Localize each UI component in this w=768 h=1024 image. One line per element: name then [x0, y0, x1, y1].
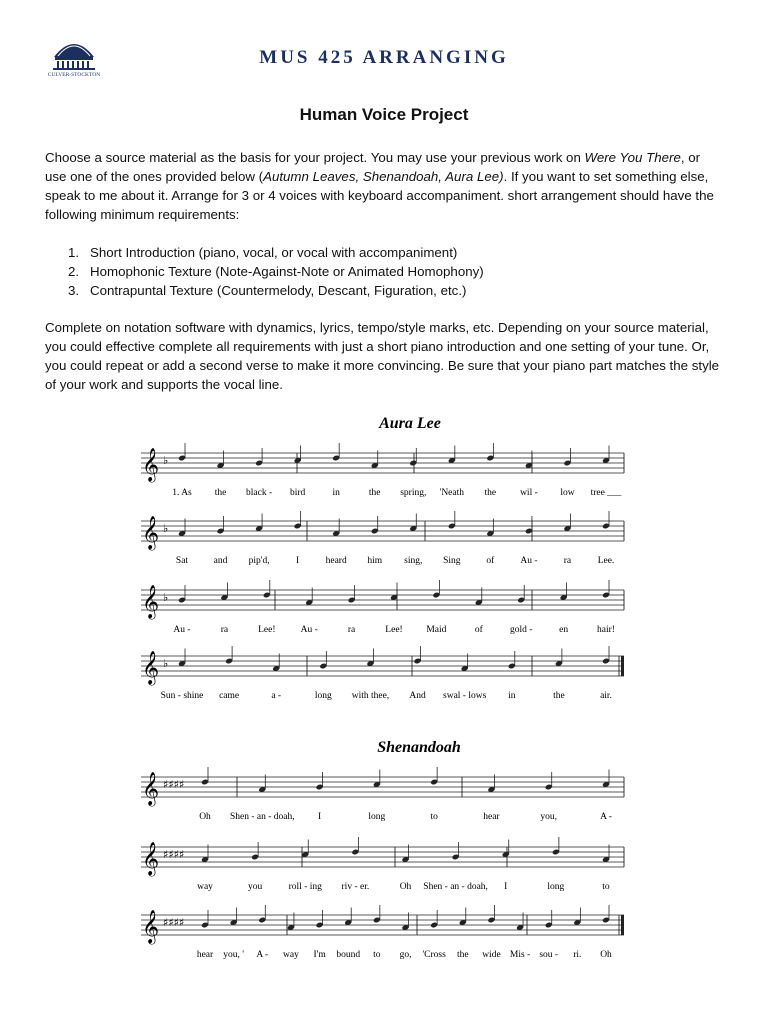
- lyric-syllable: Lee!: [258, 625, 276, 635]
- lyric-syllable: with thee,: [351, 691, 390, 701]
- lyric-syllable: Au -: [300, 625, 318, 635]
- lyric-syllable: way: [197, 882, 213, 892]
- lyric-syllable: the: [214, 488, 227, 498]
- lyric-syllable: Shen - an - doah,: [423, 882, 488, 892]
- lyric-syllable: to: [430, 812, 438, 822]
- lyric-syllable: Au -: [173, 625, 191, 635]
- lyric-syllable: wide: [482, 950, 501, 960]
- lyric-syllable: wil -: [520, 488, 538, 498]
- lyric-syllable: I'm: [313, 950, 326, 960]
- sheet-music: [127, 405, 640, 1000]
- lyric-syllable: to: [602, 882, 610, 892]
- lyric-syllable: black -: [246, 488, 273, 498]
- lyric-syllable: sing,: [404, 556, 423, 566]
- lyric-syllable: Sat: [175, 556, 189, 566]
- lyric-syllable: roll - ing: [288, 882, 322, 892]
- work-title: Were You There: [584, 150, 681, 165]
- lyric-syllable: Au -: [520, 556, 538, 566]
- lyric-syllable: low: [560, 488, 575, 498]
- treble-clef-icon: 𝄞: [142, 515, 160, 549]
- treble-clef-icon: 𝄞: [142, 447, 160, 481]
- lyric-syllable: Shen - an - doah,: [229, 812, 295, 822]
- treble-clef-icon: 𝄞: [142, 771, 160, 805]
- lyric-syllable: Oh: [199, 812, 211, 822]
- key-signature: ♭: [163, 657, 169, 670]
- lyric-syllable: swal - lows: [443, 691, 487, 701]
- logo-text: CULVER-STOCKTON: [47, 72, 101, 77]
- lyric-syllable: you, ': [223, 950, 245, 960]
- lyric-syllable: Lee.: [597, 556, 615, 566]
- lyric-syllable: to: [373, 950, 381, 960]
- key-signature: ♭: [163, 591, 169, 604]
- lyric-syllable: came: [219, 691, 240, 701]
- lyric-syllable: the: [368, 488, 381, 498]
- final-barline: [621, 915, 624, 935]
- treble-clef-icon: 𝄞: [142, 841, 160, 875]
- lyric-syllable: the: [553, 691, 565, 701]
- key-signature: ♯♯♯♯: [163, 916, 185, 929]
- lyric-syllable: 'Cross: [422, 950, 446, 960]
- lyric-syllable: long: [314, 691, 332, 701]
- lyric-syllable: ra: [220, 625, 229, 635]
- song-title: Aura Lee: [379, 415, 441, 432]
- lyric-syllable: the: [456, 950, 469, 960]
- page-title: Human Voice Project: [299, 105, 469, 124]
- lyric-syllable: A -: [256, 950, 269, 960]
- lyric-syllable: hear: [483, 812, 500, 822]
- lyric-syllable: heard: [325, 556, 347, 566]
- lyric-syllable: Oh: [399, 882, 412, 892]
- notes-paragraph: Complete on notation software with dynamics, lyrics, tempo/style marks, etc. Depending on your source material, you could effective complete all requirements with just a short piano introduction and one setting of your tune. Or, you could repeat or add a second verse to make it more convincing. Be sure that your piano part matches the style of your work and supports the vocal line.: [45, 320, 720, 392]
- lyric-syllable: A -: [600, 812, 612, 822]
- course-title: MUS 425 ARRANGING: [259, 47, 509, 68]
- lyric-syllable: hair!: [597, 625, 615, 635]
- final-barline: [621, 656, 624, 676]
- lyric-syllable: Lee!: [385, 625, 403, 635]
- lyric-syllable: en: [559, 625, 569, 635]
- lyric-syllable: 'Neath: [439, 488, 465, 498]
- lyric-syllable: in: [508, 691, 516, 701]
- provided-list: Autumn Leaves, Shenandoah, Aura Lee): [263, 169, 504, 184]
- lyric-syllable: a -: [271, 691, 282, 701]
- list-item: 2. Homophonic Texture (Note-Against-Note or Animated Homophony): [68, 264, 484, 279]
- lyric-syllable: the: [484, 488, 497, 498]
- lyric-syllable: Oh: [600, 950, 612, 960]
- song-title: Shenandoah: [377, 739, 461, 756]
- lyric-syllable: you: [248, 882, 263, 892]
- requirements-list: [68, 243, 484, 300]
- lyric-syllable: and: [213, 556, 228, 566]
- lyric-syllable: riv - er.: [341, 882, 370, 892]
- lyric-syllable: hear: [196, 950, 214, 960]
- lyric-syllable: pip'd,: [248, 556, 270, 566]
- lyric-syllable: way: [283, 950, 299, 960]
- lyric-syllable: ri.: [573, 950, 582, 960]
- lyric-syllable: in: [332, 488, 340, 498]
- lyric-syllable: bound: [336, 950, 361, 960]
- lyric-syllable: Sing: [443, 556, 461, 566]
- lyric-syllable: him: [367, 556, 383, 566]
- lyric-syllable: ra: [347, 625, 356, 635]
- lyric-syllable: long: [368, 812, 386, 822]
- lyric-syllable: Sun - shine: [160, 691, 204, 701]
- key-signature: ♯♯♯♯: [163, 848, 185, 861]
- lyric-syllable: spring,: [400, 488, 427, 498]
- lyric-syllable: long: [547, 882, 565, 892]
- lyric-syllable: tree ___: [590, 488, 622, 498]
- lyric-syllable: air.: [600, 691, 612, 701]
- lyric-syllable: And: [409, 691, 426, 701]
- key-signature: ♯♯♯♯: [163, 778, 185, 791]
- list-item: 1. Short Introduction (piano, vocal, or vocal with accompaniment): [68, 245, 458, 260]
- lyric-syllable: bird: [289, 488, 306, 498]
- lyric-syllable: ra: [563, 556, 572, 566]
- lyric-syllable: of: [486, 556, 495, 566]
- lyric-syllable: of: [474, 625, 483, 635]
- lyric-syllable: sou -: [539, 950, 559, 960]
- list-item: 3. Contrapuntal Texture (Countermelody, Descant, Figuration, etc.): [68, 283, 467, 298]
- lyric-syllable: 1. As: [172, 488, 192, 498]
- lyric-syllable: go,: [399, 950, 412, 960]
- sheet-music-score: [127, 405, 640, 1000]
- key-signature: ♭: [163, 454, 169, 467]
- lyric-syllable: Mis -: [509, 950, 531, 960]
- lyric-syllable: gold -: [509, 625, 533, 635]
- lyric-syllable: you,: [540, 812, 558, 822]
- key-signature: ♭: [163, 522, 169, 535]
- treble-clef-icon: 𝄞: [142, 909, 160, 943]
- lyric-syllable: I: [504, 882, 508, 892]
- lyric-syllable: I: [296, 556, 300, 566]
- treble-clef-icon: 𝄞: [142, 584, 160, 618]
- intro-paragraph: Choose a source material as the basis for your project. You may use your previous work on Were You There, or use one of the ones provided below (Autumn Leaves, Shenandoah, Aura Lee). If you want to set something else, speak to me about it. Arrange for 3 or 4 voices with keyboard accompaniment. short arrangement should have the following minimum requirements:: [45, 150, 714, 222]
- lyric-syllable: Maid: [426, 625, 447, 635]
- treble-clef-icon: 𝄞: [142, 650, 160, 684]
- lyric-syllable: I: [317, 812, 322, 822]
